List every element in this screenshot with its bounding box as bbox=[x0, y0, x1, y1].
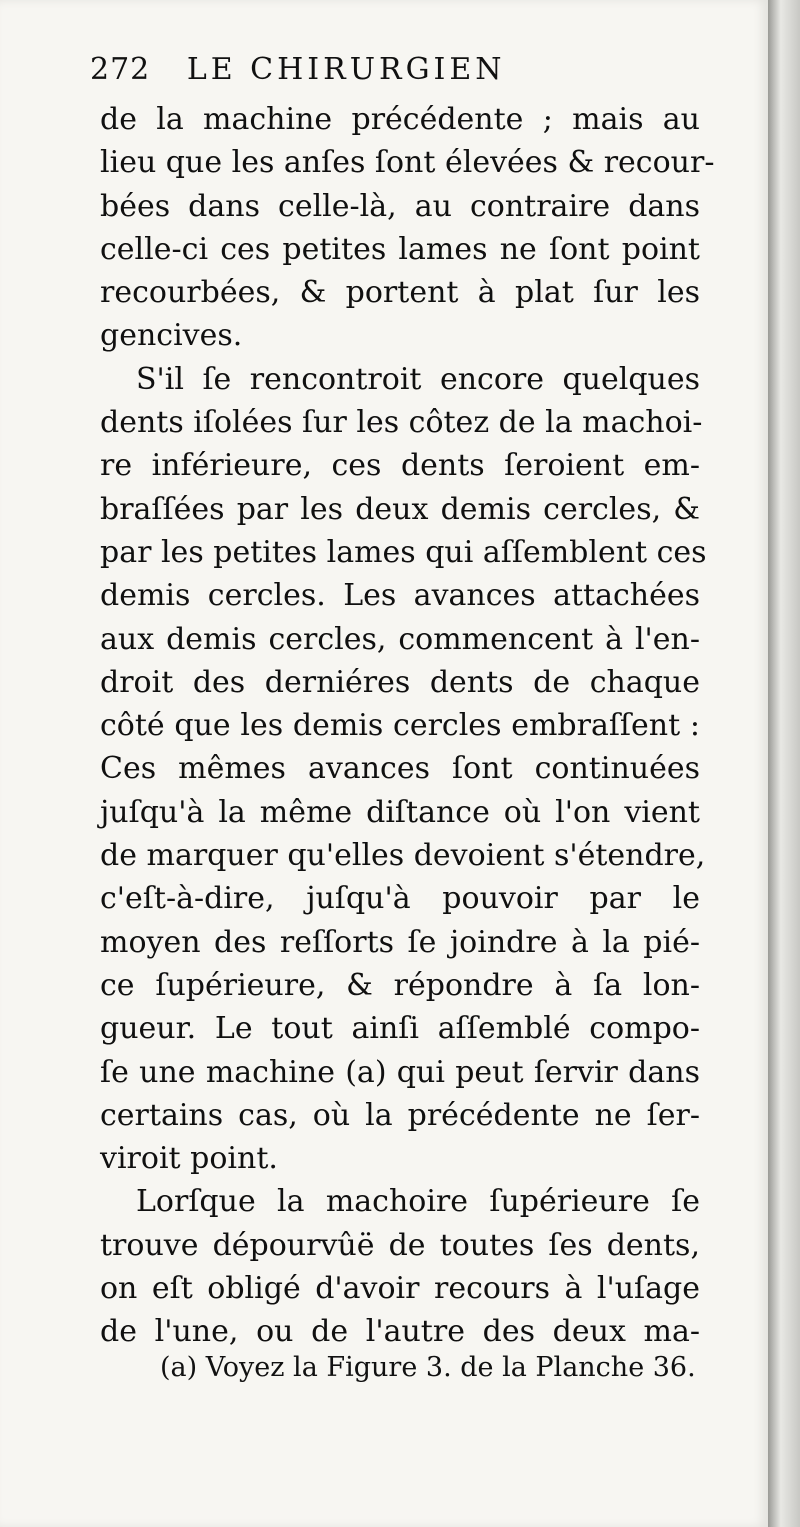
page-edge bbox=[768, 0, 800, 1527]
text-line: droit des derniéres dents de chaque bbox=[100, 664, 700, 700]
text-line: lieu que les anſes ſont élevées & recour- bbox=[100, 145, 715, 181]
text-line: braſſées par les deux demis cercles, & bbox=[100, 491, 700, 527]
text-line: viroit point. bbox=[100, 1141, 278, 1177]
text-line: côté que les demis cercles embraſſent : bbox=[100, 708, 700, 744]
text-line: Ces mêmes avances ſont continuées bbox=[100, 751, 700, 787]
text-line: celle-ci ces petites lames ne ſont point bbox=[100, 231, 700, 267]
running-header bbox=[90, 52, 506, 87]
text-line: de l'une, ou de l'autre des deux ma- bbox=[100, 1314, 700, 1350]
running-title: LE CHIRURGIEN bbox=[186, 52, 506, 87]
text-line: gencives. bbox=[100, 318, 243, 354]
text-line: par les petites lames qui aſſemblent ces bbox=[100, 534, 707, 570]
text-line: recourbées, & portent à plat ſur les bbox=[100, 275, 700, 311]
footnote: (a) Voyez la Figure 3. de la Planche 36. bbox=[160, 1352, 696, 1383]
text-line: ce ſupérieure, & répondre à ſa lon- bbox=[100, 967, 700, 1003]
text-line: de la machine précédente ; mais au bbox=[100, 102, 700, 137]
text-line: on eſt obligé d'avoir recours à l'uſage bbox=[100, 1271, 700, 1307]
text-line: ſe une machine (a) qui peut ſervir dans bbox=[100, 1054, 700, 1090]
text-line: gueur. Le tout ainſi aſſemblé compo- bbox=[100, 1011, 700, 1047]
text-line: bées dans celle-là, au contraire dans bbox=[100, 188, 700, 224]
text-line: Lorſque la machoire ſupérieure ſe bbox=[136, 1184, 700, 1220]
text-line: re inférieure, ces dents ſeroient em- bbox=[100, 448, 700, 484]
text-line: certains cas, où la précédente ne ſer- bbox=[100, 1097, 700, 1133]
text-line: juſqu'à la même diſtance où l'on vient bbox=[100, 794, 700, 830]
text-line: aux demis cercles, commencent à l'en- bbox=[100, 621, 700, 657]
body-text bbox=[100, 98, 715, 1354]
text-line: S'il ſe rencontroit encore quelques bbox=[136, 361, 700, 397]
text-line: c'eſt-à-dire, juſqu'à pouvoir par le bbox=[100, 881, 700, 917]
text-line: demis cercles. Les avances attachées bbox=[100, 578, 700, 614]
text-line: dents iſolées ſur les côtez de la machoi- bbox=[100, 405, 703, 441]
text-line: moyen des reſſorts ſe joindre à la pié- bbox=[100, 924, 700, 960]
page-number: 272 bbox=[90, 52, 151, 87]
text-line: de marquer qu'elles devoient s'étendre, bbox=[100, 838, 706, 874]
text-line: trouve dépourvûë de toutes ſes dents, bbox=[100, 1227, 700, 1263]
